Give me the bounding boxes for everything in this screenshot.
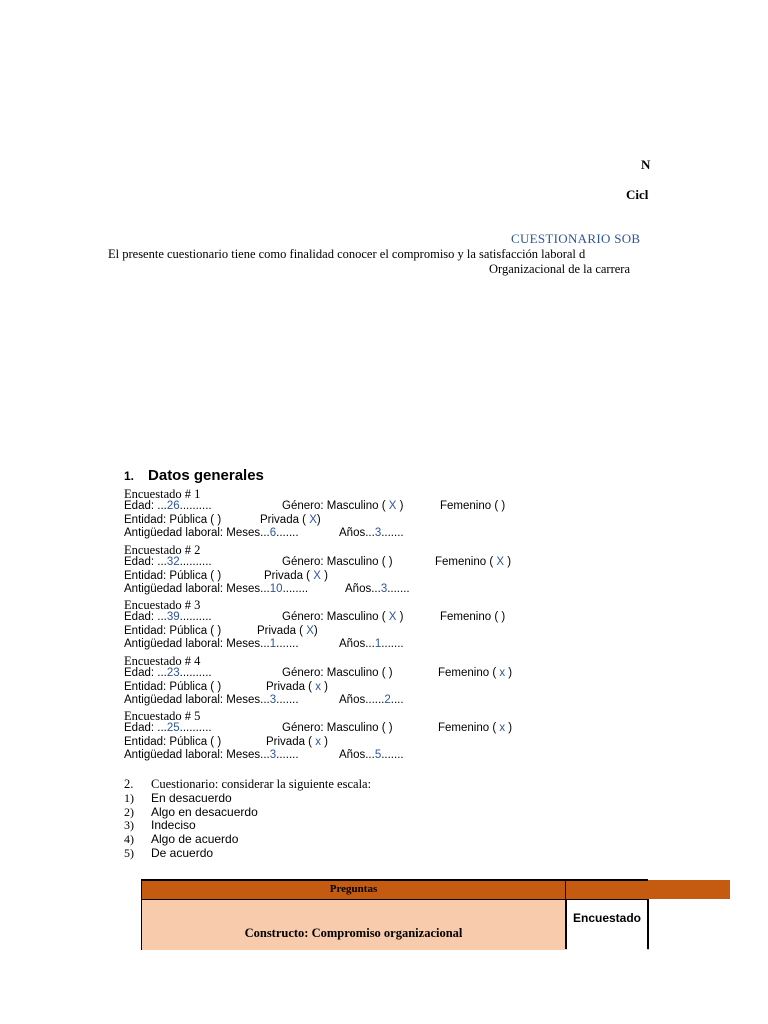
meses-pre: Antigüedad laboral: Meses...	[124, 527, 270, 539]
table-encuestado-cell	[567, 900, 647, 950]
scale-item-number: 1)	[124, 791, 134, 805]
privada-post: )	[313, 625, 318, 637]
genero-m-post: )	[385, 556, 393, 568]
anios-pre: Años...	[339, 638, 375, 650]
privada-pre: Privada (	[266, 736, 316, 748]
respondent-edad	[124, 611, 212, 623]
section-1-number: 1.	[124, 469, 135, 483]
respondent-entidad-privada	[264, 570, 328, 582]
privada-val: x	[315, 681, 321, 693]
header-line-1: N	[641, 157, 651, 172]
respondent-antiguedad-meses	[124, 694, 299, 706]
respondent-antiguedad-anios	[339, 527, 404, 539]
respondent-genero-masculino	[282, 556, 393, 568]
scale-item-label: En desacuerdo	[151, 791, 232, 805]
edad-post: ..........	[179, 500, 212, 512]
genero-f-val: X	[496, 556, 505, 568]
intro-line-1: El presente cuestionario tiene como finalidad conocer el compromiso y la satisfacción laboral d	[108, 247, 586, 261]
respondent-genero-femenino	[438, 667, 512, 679]
respondent-genero-masculino	[282, 611, 403, 623]
table-construct-label: Constructo: Compromiso organizacional	[244, 926, 463, 940]
meses-val: 3	[269, 749, 277, 761]
privada-post: )	[316, 514, 321, 526]
meses-post: .......	[276, 527, 299, 539]
genero-f-post: )	[504, 556, 512, 568]
edad-val: 25	[166, 722, 180, 734]
genero-f-pre: Femenino (	[440, 611, 499, 623]
respondent-antiguedad-meses	[124, 583, 308, 595]
scale-item-label: Algo en desacuerdo	[151, 804, 258, 819]
meses-post: .......	[276, 638, 299, 650]
scale-item-label: De acuerdo	[151, 845, 214, 860]
edad-val: 39	[166, 611, 180, 623]
edad-val: 26	[166, 500, 180, 512]
section-1-title: Datos generales	[148, 467, 264, 484]
section-2-heading	[124, 777, 371, 792]
genero-f-val: x	[499, 722, 506, 734]
meses-val: 10	[269, 583, 283, 595]
genero-f-post: )	[505, 722, 513, 734]
scale-item-label: Algo de acuerdo	[151, 832, 239, 847]
respondent-antiguedad-anios	[339, 749, 404, 761]
respondent-antiguedad-meses	[124, 638, 299, 650]
section-1-heading	[124, 467, 264, 484]
title: Encuestado # 3	[124, 598, 201, 612]
edad-pre: Edad: ...	[124, 722, 167, 734]
respondent-antiguedad-anios	[339, 638, 404, 650]
anios-post: .......	[381, 638, 404, 650]
respondent-genero-femenino	[435, 556, 511, 568]
respondent-genero-masculino	[282, 500, 403, 512]
meses-pre: Antigüedad laboral: Meses...	[124, 583, 270, 595]
meses-pre: Antigüedad laboral: Meses...	[124, 694, 270, 706]
scale-item	[124, 846, 213, 861]
genero-m-pre: Género: Masculino (	[282, 556, 386, 568]
meses-post: .......	[276, 694, 299, 706]
publica-pre: Entidad: Pública (	[124, 514, 215, 526]
respondent-antiguedad-meses	[124, 527, 299, 539]
meses-val: 3	[269, 694, 277, 706]
title: Encuestado # 2	[124, 543, 201, 557]
table-right-border	[647, 899, 649, 949]
edad-post: ..........	[179, 722, 212, 734]
anios-pre: Años...	[339, 749, 375, 761]
anios-pre: Años...	[345, 583, 381, 595]
table-encuestado-label: Encuestado	[572, 911, 641, 925]
title: Encuestado # 1	[124, 487, 201, 501]
genero-m-post: )	[396, 611, 404, 623]
questionnaire-title: CUESTIONARIO SOB	[511, 231, 641, 246]
edad-pre: Edad: ...	[124, 611, 167, 623]
edad-val: 32	[166, 556, 180, 568]
publica-pre: Entidad: Pública (	[124, 625, 215, 637]
respondent-edad	[124, 500, 212, 512]
anios-post: .......	[387, 583, 410, 595]
title: Encuestado # 4	[124, 654, 201, 668]
edad-pre: Edad: ...	[124, 500, 167, 512]
edad-pre: Edad: ...	[124, 556, 167, 568]
genero-m-post: )	[396, 500, 404, 512]
genero-f-pre: Femenino (	[440, 500, 502, 512]
anios-post: .......	[381, 749, 404, 761]
privada-post: )	[320, 681, 328, 693]
header-line-2: Cicl	[626, 187, 649, 202]
anios-pre: Años......	[339, 694, 385, 706]
meses-val: 1	[269, 638, 277, 650]
genero-f-post: )	[498, 611, 506, 623]
scale-item-number: 3)	[124, 818, 134, 833]
respondent-genero-femenino	[440, 611, 505, 623]
genero-f-post: )	[501, 500, 506, 512]
privada-pre: Privada (	[264, 570, 314, 582]
scale-item-number: 4)	[124, 832, 134, 847]
respondent-antiguedad-anios	[339, 694, 404, 706]
privada-val: x	[315, 736, 321, 748]
respondent-entidad-publica	[124, 570, 221, 582]
respondent-entidad-privada	[260, 514, 321, 526]
genero-m-val: X	[388, 500, 397, 512]
anios-val: 1	[374, 638, 382, 650]
respondent-genero-masculino	[282, 722, 393, 734]
meses-val: 6	[269, 527, 277, 539]
genero-m-pre: Género: Masculino (	[282, 500, 389, 512]
title: Encuestado # 5	[124, 709, 201, 723]
genero-m-pre: Género: Masculino (	[282, 667, 386, 679]
anios-val: 3	[380, 583, 388, 595]
respondent-entidad-privada	[257, 625, 318, 637]
edad-val: 23	[166, 667, 180, 679]
section-2-number: 2.	[124, 777, 134, 791]
publica-post: )	[214, 514, 222, 526]
section-2-title: Cuestionario: considerar la siguiente escala:	[151, 777, 372, 791]
publica-pre: Entidad: Pública (	[124, 681, 215, 693]
privada-pre: Privada (	[260, 514, 310, 526]
respondent-entidad-privada	[266, 681, 328, 693]
privada-val: X	[309, 514, 317, 526]
genero-f-pre: Femenino (	[438, 667, 500, 679]
privada-pre: Privada (	[266, 681, 316, 693]
respondent-genero-femenino	[438, 722, 512, 734]
meses-post: ........	[282, 583, 309, 595]
scale-item-label: Indeciso	[151, 818, 196, 833]
anios-val: 5	[374, 749, 382, 761]
respondent-edad	[124, 667, 212, 679]
respondent-edad	[124, 722, 212, 734]
publica-pre: Entidad: Pública (	[124, 736, 215, 748]
anios-pre: Años...	[339, 527, 375, 539]
edad-post: ..........	[179, 611, 212, 623]
publica-post: )	[214, 681, 222, 693]
privada-val: X	[306, 625, 314, 637]
anios-val: 3	[374, 527, 382, 539]
respondent-entidad-publica	[124, 625, 221, 637]
publica-post: )	[214, 570, 222, 582]
table-header-preguntas: Preguntas	[329, 883, 378, 895]
publica-post: )	[214, 736, 222, 748]
genero-f-pre: Femenino (	[435, 556, 497, 568]
privada-pre: Privada (	[257, 625, 307, 637]
respondent-entidad-privada	[266, 736, 328, 748]
genero-m-post: )	[385, 722, 393, 734]
respondent-entidad-publica	[124, 736, 221, 748]
privada-post: )	[320, 736, 328, 748]
table-header-overflow	[648, 880, 730, 899]
respondent-edad	[124, 556, 212, 568]
meses-pre: Antigüedad laboral: Meses...	[124, 749, 270, 761]
publica-pre: Entidad: Pública (	[124, 570, 215, 582]
respondent-antiguedad-meses	[124, 749, 299, 761]
publica-post: )	[214, 625, 222, 637]
genero-m-val: X	[388, 611, 397, 623]
respondent-antiguedad-anios	[345, 583, 410, 595]
genero-m-pre: Género: Masculino (	[282, 611, 389, 623]
respondent-entidad-publica	[124, 681, 221, 693]
respondent-genero-femenino	[440, 500, 505, 512]
scale-item-number: 5)	[124, 845, 134, 860]
scale-item-number: 2)	[124, 804, 134, 819]
anios-val: 2	[384, 694, 391, 706]
meses-pre: Antigüedad laboral: Meses...	[124, 638, 270, 650]
edad-pre: Edad: ...	[124, 667, 167, 679]
anios-post: .......	[381, 527, 404, 539]
intro-line-2: Organizacional de la carrera	[489, 262, 630, 276]
genero-f-pre: Femenino (	[438, 722, 500, 734]
genero-m-pre: Género: Masculino (	[282, 722, 386, 734]
privada-val: X	[313, 570, 321, 582]
meses-post: .......	[276, 749, 299, 761]
genero-f-val: x	[499, 667, 506, 679]
edad-post: ..........	[179, 556, 212, 568]
respondent-genero-masculino	[282, 667, 393, 679]
edad-post: ..........	[179, 667, 212, 679]
genero-f-post: )	[505, 667, 513, 679]
anios-post: ....	[390, 694, 404, 706]
genero-m-post: )	[385, 667, 393, 679]
respondent-entidad-publica	[124, 514, 221, 526]
privada-post: )	[320, 570, 328, 582]
